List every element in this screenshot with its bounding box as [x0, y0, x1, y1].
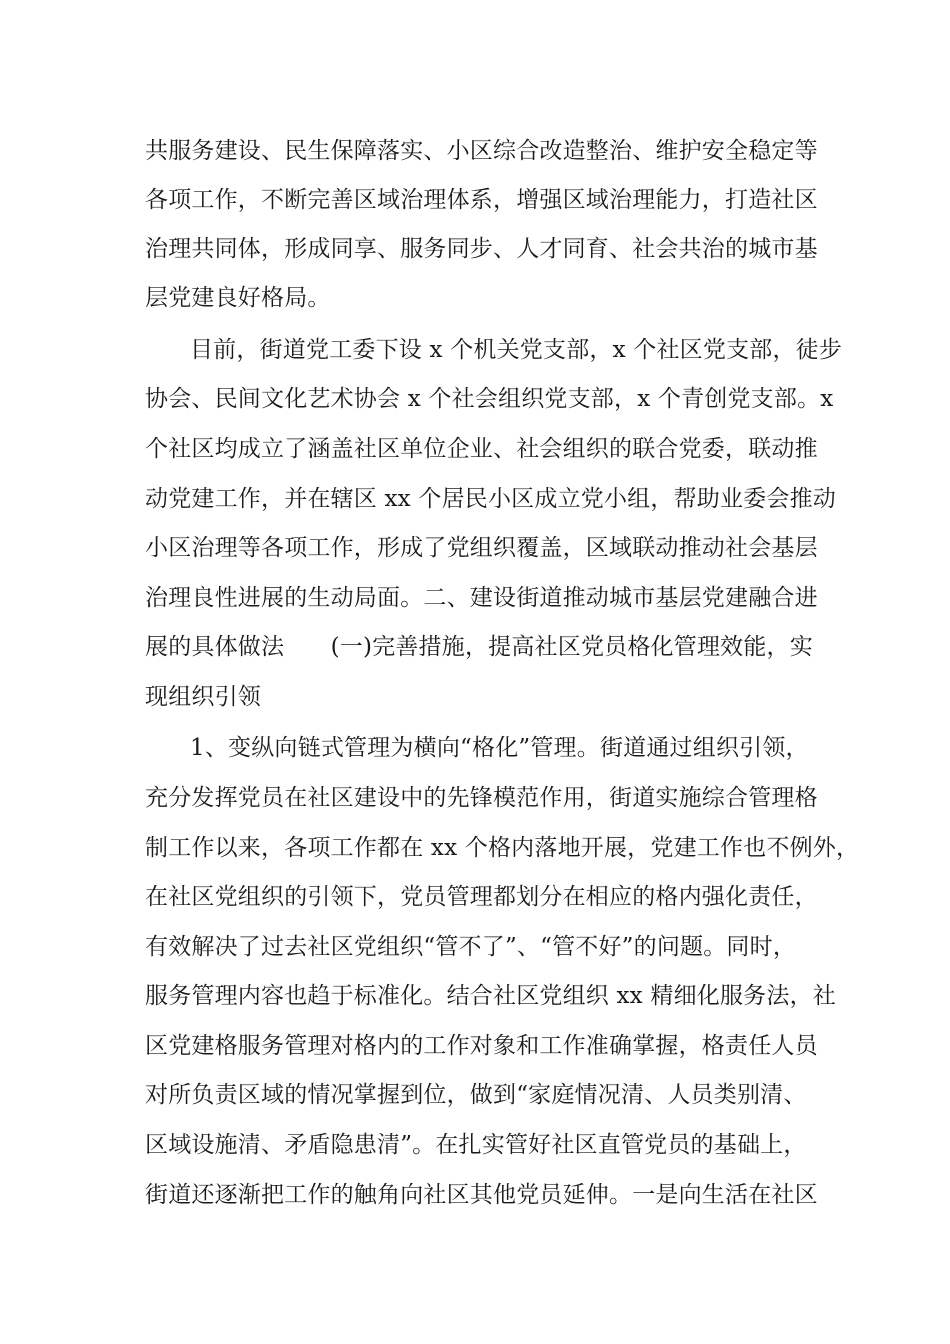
body-text-line: 区党建格服务管理对格内的工作对象和工作准确掌握，格责任人员 [145, 1033, 818, 1059]
body-text-line: 各项工作，不断完善区域治理体系，增强区域治理能力，打造社区 [145, 187, 818, 213]
body-text-line: 街道还逐渐把工作的触角向社区其他党员延伸。一是向生活在社区 [145, 1182, 818, 1208]
body-text-line: 有效解决了过去社区党组织“管不了”、“管不好”的问题。同时， [145, 934, 797, 960]
body-text-line: 1、变纵向链式管理为横向“格化”管理。街道通过组织引领， [190, 735, 809, 761]
body-text-line: 区域设施清、矛盾隐患清”。在扎实管好社区直管党员的基础上， [145, 1132, 807, 1158]
body-text-line: 目前，街道党工委下设 x 个机关党支部，x 个社区党支部，徒步 [190, 337, 843, 363]
body-text-line: 充分发挥党员在社区建设中的先锋模范作用，街道实施综合管理格 [145, 785, 818, 811]
body-text-line: 展的具体做法 (一)完善措施，提高社区党员格化管理效能，实 [145, 634, 813, 660]
body-text-line: 在社区党组织的引领下，党员管理都划分在相应的格内强化责任， [145, 884, 818, 910]
body-text-line: 动党建工作，并在辖区 xx 个居民小区成立党小组，帮助业委会推动 [145, 486, 836, 512]
body-text-line: 制工作以来，各项工作都在 xx 个格内落地开展，党建工作也不例外， [145, 835, 860, 861]
body-text-line: 治理良性进展的生动局面。二、建设街道推动城市基层党建融合进 [145, 585, 818, 611]
body-text-line: 对所负责区域的情况掌握到位，做到“家庭情况清、人员类别清、 [145, 1082, 807, 1108]
body-text-line: 小区治理等各项工作，形成了党组织覆盖，区域联动推动社会基层 [145, 535, 818, 561]
body-text-line: 治理共同体，形成同享、服务同步、人才同育、社会共治的城市基 [145, 236, 818, 262]
body-text-line: 层党建良好格局。 [145, 285, 331, 311]
body-text-line: 服务管理内容也趋于标准化。结合社区党组织 xx 精细化服务法，社 [145, 983, 836, 1009]
body-text-line: 现组织引领 [145, 684, 261, 710]
body-text-line: 协会、民间文化艺术协会 x 个社会组织党支部，x 个青创党支部。x [145, 386, 834, 412]
body-text-line: 个社区均成立了涵盖社区单位企业、社会组织的联合党委，联动推 [145, 436, 818, 462]
body-text-line: 共服务建设、民生保障落实、小区综合改造整治、维护安全稳定等 [145, 138, 818, 164]
